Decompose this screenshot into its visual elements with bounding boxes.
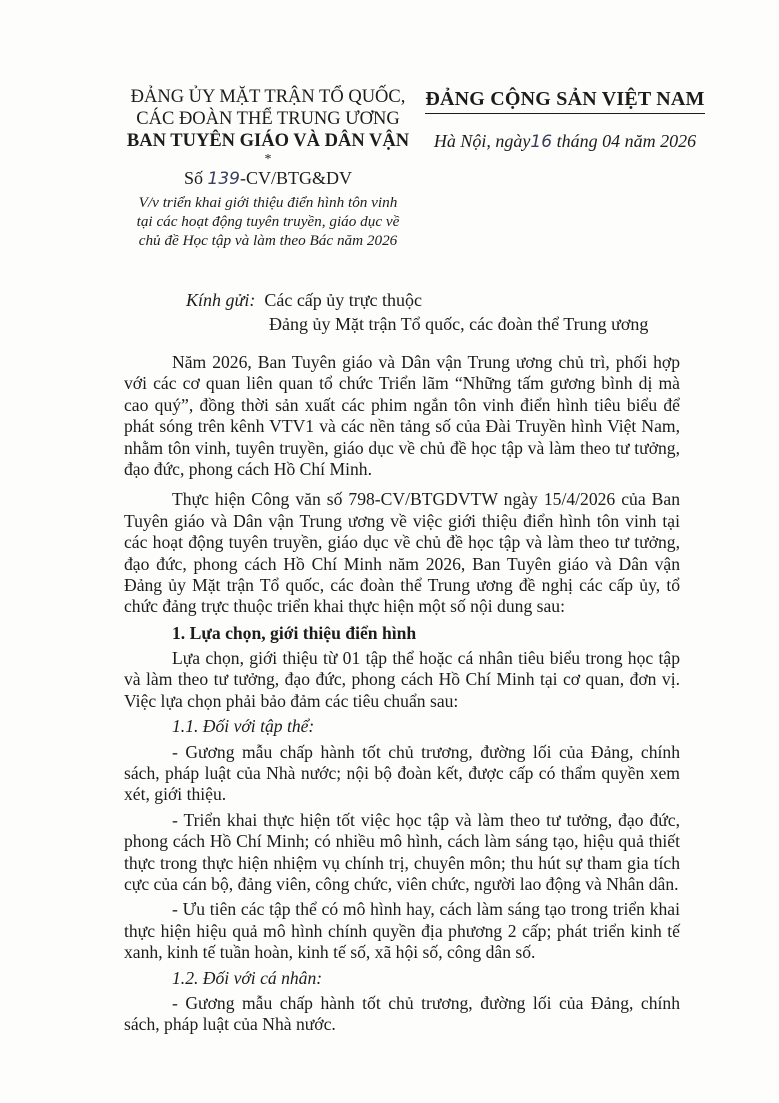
party-name: ĐẢNG CỘNG SẢN VIỆT NAM — [425, 88, 704, 114]
document-number — [118, 168, 418, 189]
paragraph-selection: Lựa chọn, giới thiệu từ 01 tập thể hoặc cá nhân tiêu biểu trong học tập và làm theo tư tưởng, đạo đức, phong cách Hồ Chí Minh tại cơ quan, đơn vị. Việc lựa chọn phải bảo đảm các tiêu chuẩn sau: — [124, 647, 680, 711]
issue-date — [420, 131, 710, 152]
date-prefix: Hà Nội, ngày — [433, 131, 531, 151]
issuing-organization — [118, 86, 418, 166]
recipient-2: Đảng ủy Mặt trận Tổ quốc, các đoàn thể Trung ương — [269, 314, 649, 334]
subsection-collective: 1.1. Đối với tập thể: — [172, 716, 315, 737]
org-line-3: BAN TUYÊN GIÁO VÀ DÂN VẬN — [126, 131, 410, 151]
document-body — [124, 352, 680, 1036]
criteria-item: - Gương mẫu chấp hành tốt chủ trương, đường lối của Đảng, chính sách, pháp luật của Nhà nước; nội bộ đoàn kết, được cấp có thẩm quyền xem xét, giới thiệu. — [124, 741, 680, 805]
paragraph-implementation: Thực hiện Công văn số 798-CV/BTGDVTW ngày 15/4/2026 của Ban Tuyên giáo và Dân vận Trung ương về việc giới thiệu điển hình tôn vinh tại các hoạt động tuyên truyền, giáo dục về chủ đề học tập và làm theo tư tưởng, đạo đức, phong cách Hồ Chí Minh năm 2026, Ban Tuyên giáo và Dân vận Đảng ủy Mặt trận Tổ quốc, các đoàn thể Trung ương đề nghị các cấp ủy, tổ chức đảng trực thuộc triển khai thực hiện một số nội dung sau: — [124, 489, 680, 617]
number-prefix: Số — [184, 168, 204, 188]
star-separator: * — [264, 152, 272, 167]
subject-line: tại các hoạt động tuyên truyền, giáo dục về — [136, 213, 400, 230]
section-heading-1: 1. Lựa chọn, giới thiệu điển hình — [172, 622, 417, 643]
criteria-item: - Triển khai thực hiện tốt việc học tập và làm theo tư tưởng, đạo đức, phong cách Hồ Chí Minh; có nhiều mô hình, cách làm sáng tạo, hiệu quả thiết thực trong thực hiện nhiệm vụ chính trị, chuyên môn; thu hút sự tham gia tích cực của cán bộ, đảng viên, công chức, viên chức, người lao động và Nhân dân. — [124, 809, 680, 894]
recipient-1: Các cấp ủy trực thuộc — [264, 290, 423, 310]
number-handwritten: 139 — [207, 169, 240, 189]
criteria-item: - Gương mẫu chấp hành tốt chủ trương, đường lối của Đảng, chính sách, pháp luật của Nhà nước. — [124, 992, 680, 1035]
recipients — [186, 288, 648, 336]
subject-line: chủ đề Học tập và làm theo Bác năm 2026 — [138, 232, 398, 249]
date-day-handwritten: 16 — [530, 132, 553, 152]
org-line-2: CÁC ĐOÀN THỂ TRUNG ƯƠNG — [136, 109, 400, 129]
number-suffix: -CV/BTG&DV — [239, 168, 352, 188]
org-line-1: ĐẢNG ỦY MẶT TRẬN TỔ QUỐC, — [130, 87, 406, 107]
subsection-individual: 1.2. Đối với cá nhân: — [172, 967, 323, 988]
party-header — [420, 88, 710, 152]
paragraph-intro: Năm 2026, Ban Tuyên giáo và Dân vận Trung ương chủ trì, phối hợp với các cơ quan liên quan tổ chức Triển lãm “Những tấm gương bình dị mà cao quý”, đồng thời sản xuất các phim ngắn tôn vinh điển hình tiêu biểu để phát sóng trên kênh VTV1 và các nền tảng số của Đài Truyền hình Việt Nam, nhằm tôn vinh, tuyên truyền, giáo dục về chủ đề học tập và làm theo tư tưởng, đạo đức, phong cách Hồ Chí Minh. — [124, 352, 680, 480]
recipients-label: Kính gửi: — [186, 290, 256, 310]
criteria-item: - Ưu tiên các tập thể có mô hình hay, cách làm sáng tạo trong triển khai thực hiện hiệu quả mô hình chính quyền địa phương 2 cấp; phát triển kinh tế xanh, kinh tế tuần hoàn, kinh tế số, xã hội số, công dân số. — [124, 899, 680, 963]
subject-line: V/v triển khai giới thiệu điển hình tôn vinh — [138, 194, 398, 211]
document-subject — [118, 193, 418, 250]
date-suffix: tháng 04 năm 2026 — [556, 131, 697, 151]
